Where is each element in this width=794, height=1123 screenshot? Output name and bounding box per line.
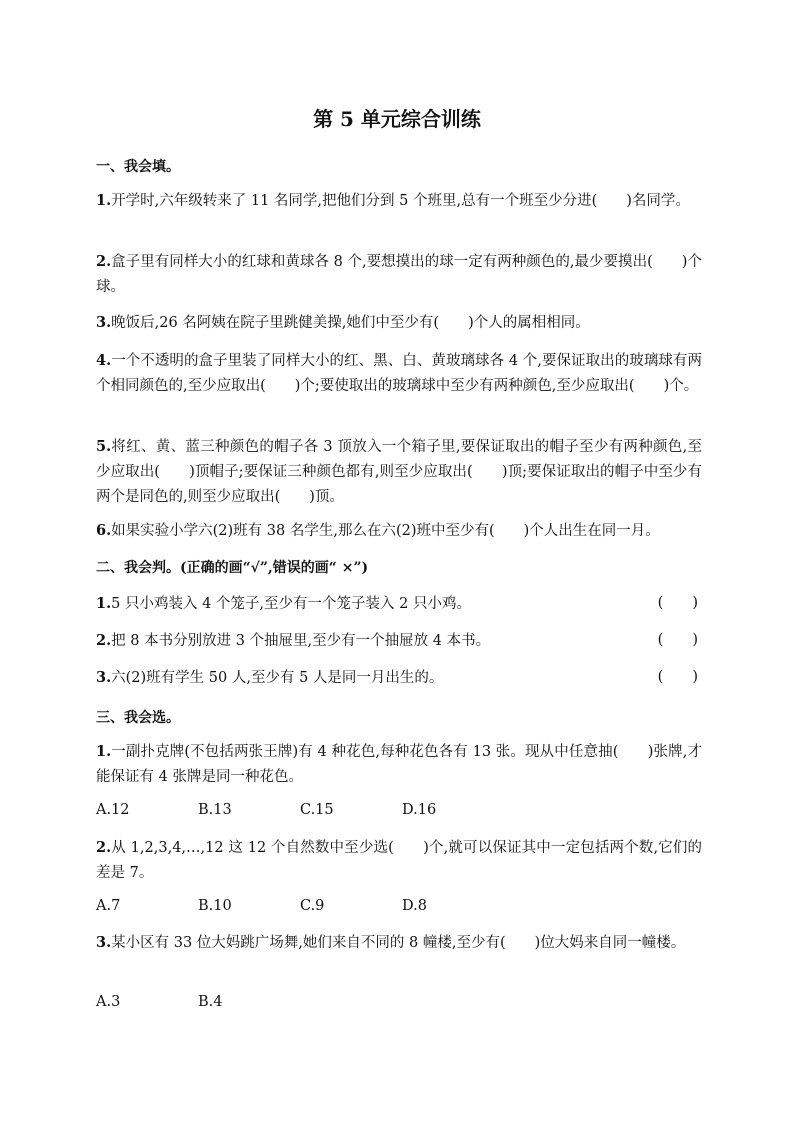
fill-question-1 xyxy=(96,188,702,214)
question-number: 5. xyxy=(96,438,112,455)
option-b: B.4 xyxy=(198,994,223,1010)
question-number: 6. xyxy=(96,522,112,539)
choice-question-1 xyxy=(96,739,702,790)
section-heading-fill: 一、我会填。 xyxy=(96,159,180,175)
question-number: 3. xyxy=(96,669,112,686)
choice-question-2 xyxy=(96,835,702,886)
question-number: 2. xyxy=(96,253,112,270)
question-text: 一个不透明的盒子里装了同样大小的红、黑、白、黄玻璃球各 4 个,要保证取出的玻璃球有两个相同颜色的,至少应取出( )个;要使取出的玻璃球中至少有两种颜色,至少应取出( )个。 xyxy=(96,353,702,394)
fill-question-2 xyxy=(96,249,702,300)
question-text: 一副扑克牌(不包括两张王牌)有 4 种花色,每种花色各有 13 张。现从中任意抽( )张牌,才能保证有 4 张牌是同一种花色。 xyxy=(96,744,702,785)
question-text: 开学时,六年级转来了 11 名同学,把他们分到 5 个班里,总有一个班至少分进( )名同学。 xyxy=(111,193,690,209)
question-number: 2. xyxy=(96,839,112,856)
question-text: 5 只小鸡装入 4 个笼子,至少有一个笼子装入 2 只小鸡。 xyxy=(111,596,471,612)
choice-options-3 xyxy=(96,994,300,1010)
option-d: D.16 xyxy=(402,802,437,818)
fill-question-4 xyxy=(96,348,702,399)
question-number: 2. xyxy=(96,632,112,649)
answer-blank: ( ) xyxy=(657,595,698,611)
question-number: 4. xyxy=(96,352,112,369)
question-text: 将红、黄、蓝三种颜色的帽子各 3 顶放入一个箱子里,要保证取出的帽子至少有两种颜色,至少应取出( )顶帽子;要保证三种颜色都有,则至少应取出( )顶;要保证取出的帽子中至少有两个是同色的,则至少应取出( )顶。 xyxy=(96,439,702,505)
option-a: A.12 xyxy=(96,802,130,818)
option-b: B.13 xyxy=(198,802,232,818)
option-c: C.9 xyxy=(300,898,325,914)
question-text: 某小区有 33 位大妈跳广场舞,她们来自不同的 8 幢楼,至少有( )位大妈来自同一幢楼。 xyxy=(111,935,686,951)
answer-blank: ( ) xyxy=(657,669,698,685)
choice-options-1 xyxy=(96,802,504,818)
answer-blank: ( ) xyxy=(657,632,698,648)
question-number: 3. xyxy=(96,314,112,331)
question-text: 六(2)班有学生 50 人,至少有 5 人是同一月出生的。 xyxy=(111,670,444,686)
option-c: C.15 xyxy=(300,802,334,818)
option-b: B.10 xyxy=(198,898,232,914)
option-d: D.8 xyxy=(402,898,427,914)
option-a: A.3 xyxy=(96,994,121,1010)
question-text: 如果实验小学六(2)班有 38 名学生,那么在六(2)班中至少有( )个人出生在同一月。 xyxy=(111,523,660,539)
judge-question-3 xyxy=(96,665,698,691)
choice-question-3 xyxy=(96,930,702,956)
section-heading-judge: 二、我会判。(正确的画“√”,错误的画“ ×”) xyxy=(96,560,369,576)
choice-options-2 xyxy=(96,898,504,914)
question-number: 1. xyxy=(96,743,112,760)
option-a: A.7 xyxy=(96,898,121,914)
question-number: 1. xyxy=(96,595,112,612)
question-text: 从 1,2,3,4,…,12 这 12 个自然数中至少选( )个,就可以保证其中一定包括两个数,它们的差是 7。 xyxy=(96,840,702,881)
question-text: 盒子里有同样大小的红球和黄球各 8 个,要想摸出的球一定有两种颜色的,最少要摸出( )个球。 xyxy=(96,254,702,295)
question-number: 1. xyxy=(96,192,112,209)
judge-question-1 xyxy=(96,591,698,617)
fill-question-3 xyxy=(96,310,702,336)
question-number: 3. xyxy=(96,934,112,951)
question-text: 晚饭后,26 名阿姨在院子里跳健美操,她们中至少有( )个人的属相相同。 xyxy=(111,315,590,331)
page-title: 第 5 单元综合训练 xyxy=(313,107,481,131)
judge-question-2 xyxy=(96,628,698,654)
fill-question-6 xyxy=(96,518,702,544)
section-heading-choose: 三、我会选。 xyxy=(96,710,180,726)
fill-question-5 xyxy=(96,434,702,510)
question-text: 把 8 本书分别放进 3 个抽屉里,至少有一个抽屉放 4 本书。 xyxy=(111,633,491,649)
